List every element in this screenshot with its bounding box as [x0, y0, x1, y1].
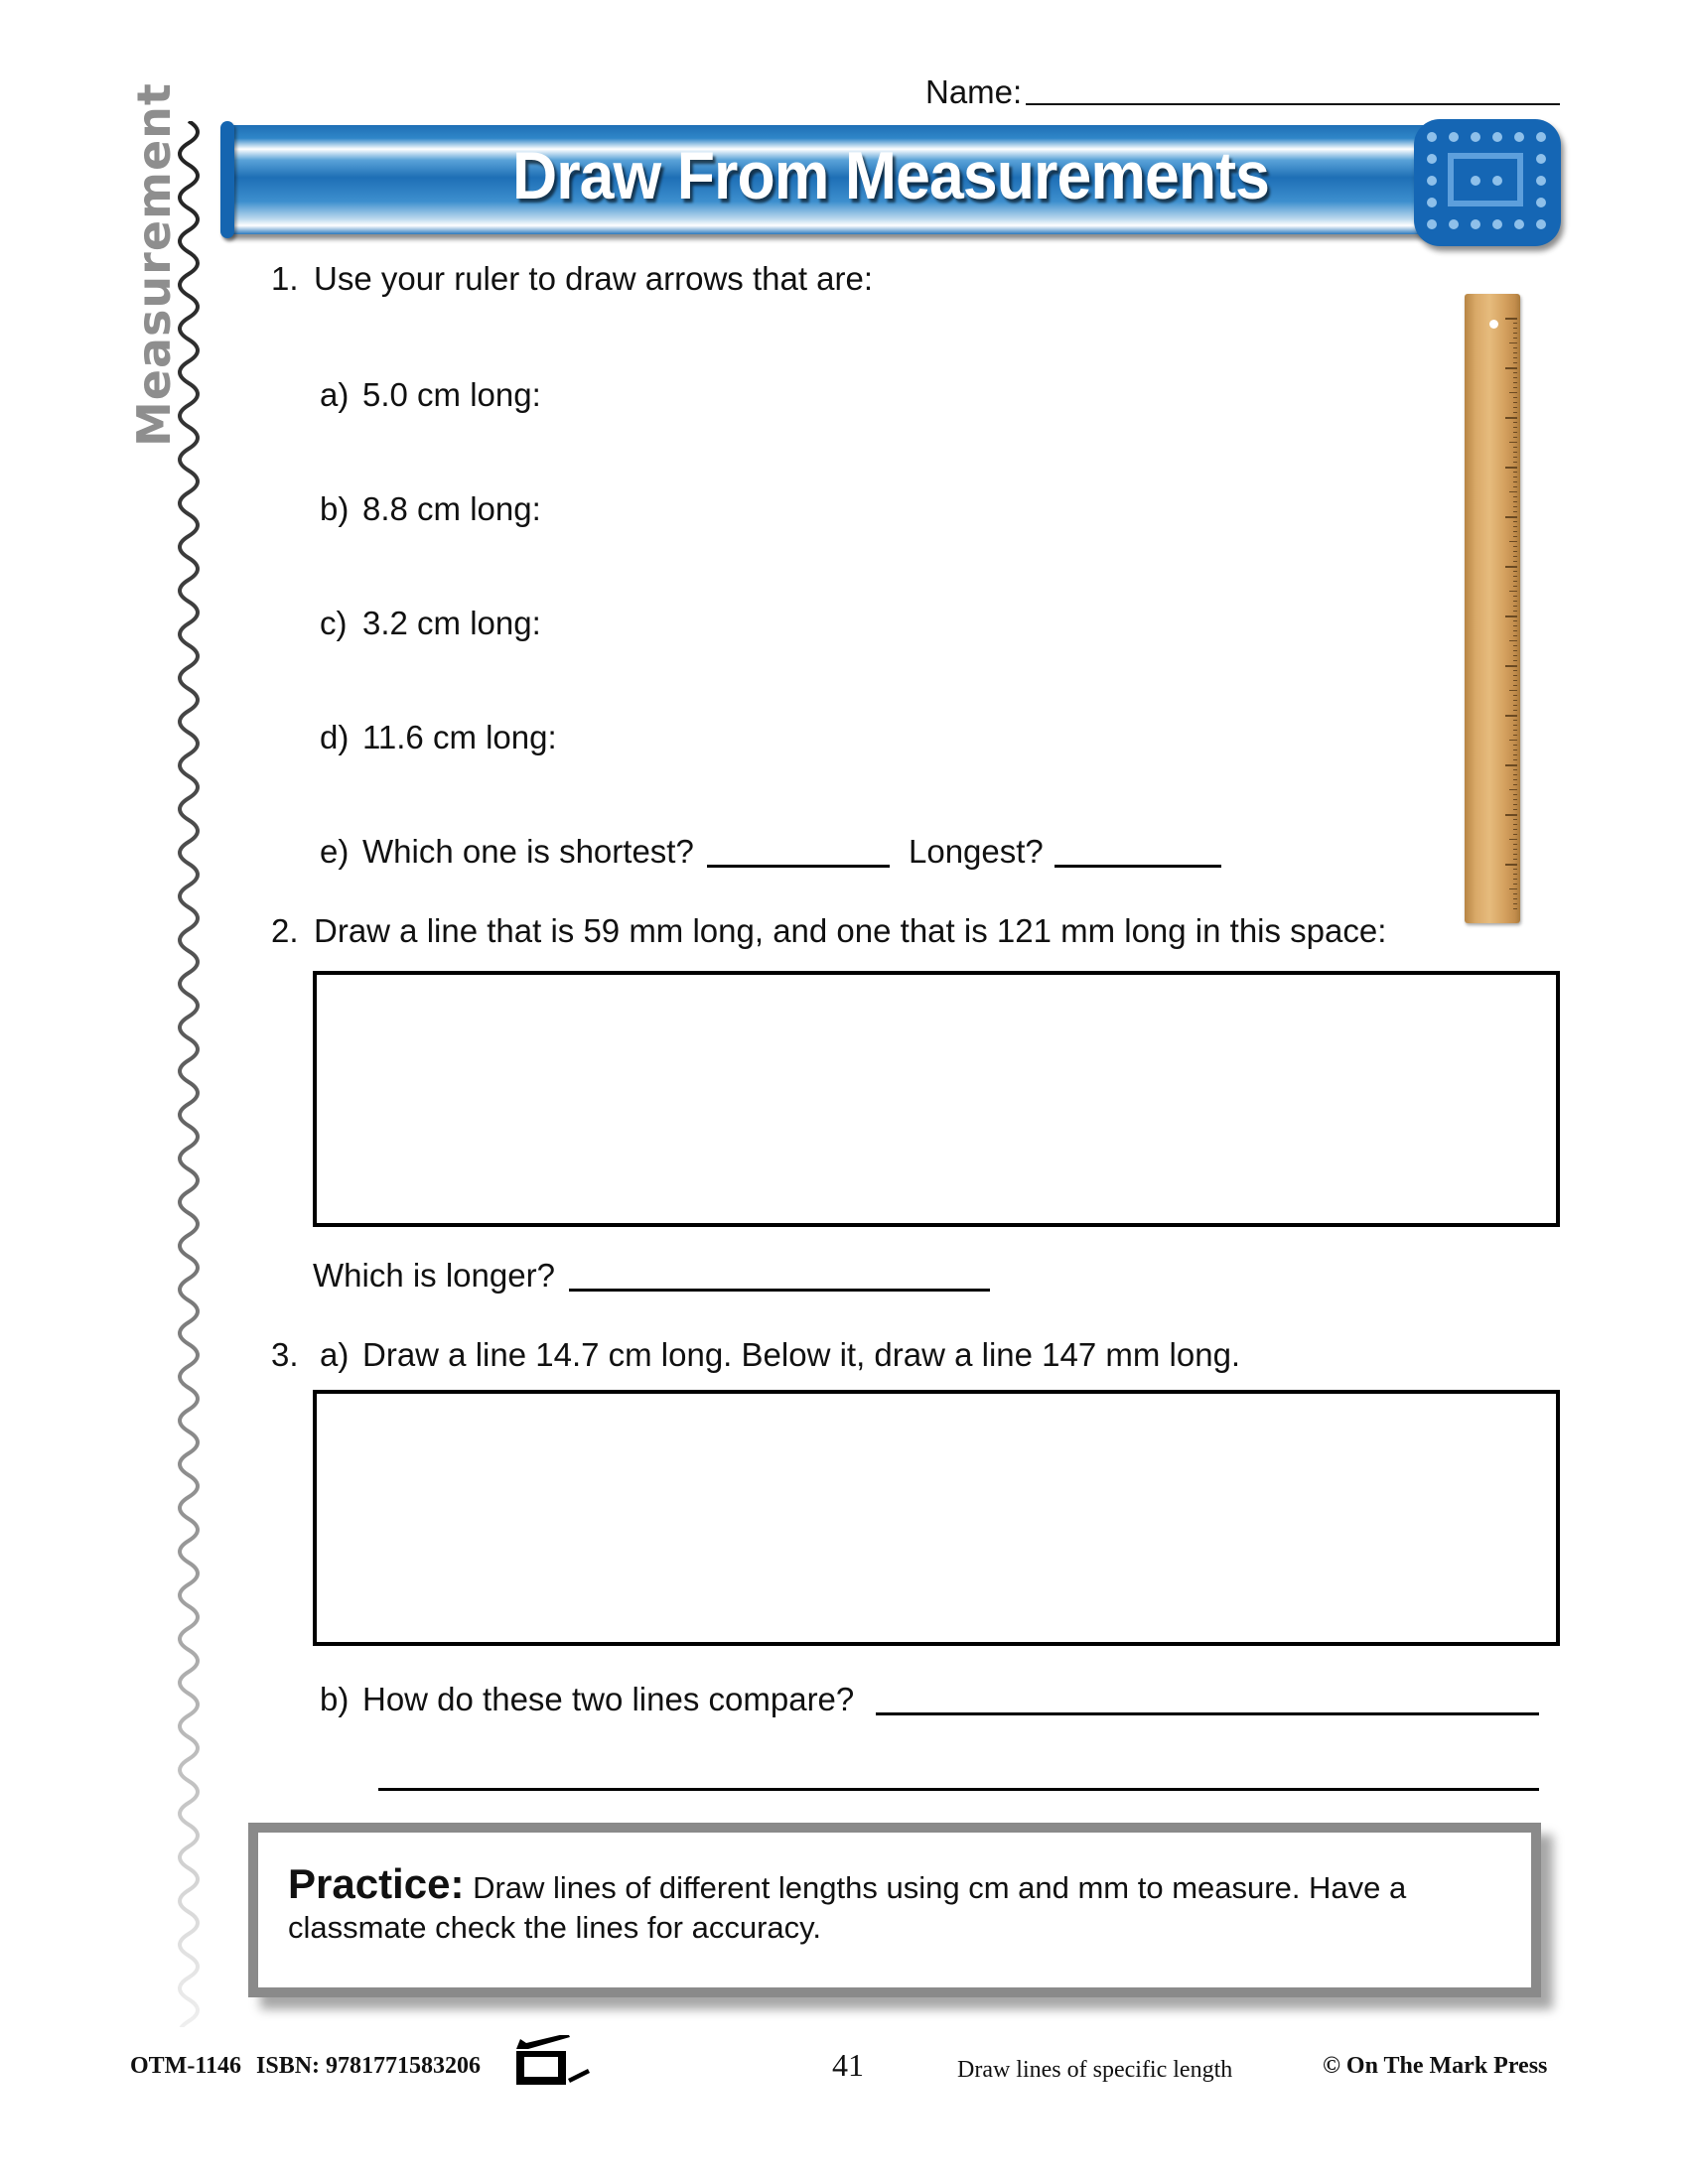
q1-number: 1.: [271, 260, 299, 297]
q1-prompt: Use your ruler to draw arrows that are:: [314, 260, 874, 297]
ruler-image: [1465, 294, 1520, 923]
q3b-letter: b): [320, 1681, 350, 1717]
name-label: Name:: [925, 73, 1023, 110]
compare-answer-line-2[interactable]: [378, 1788, 1539, 1791]
page-title: Draw From Measurements: [511, 138, 1269, 213]
q2-drawing-area[interactable]: [313, 971, 1560, 1227]
q3-drawing-area[interactable]: [313, 1390, 1560, 1646]
q3a-letter: a): [320, 1336, 350, 1373]
q1a-letter: a): [320, 376, 350, 413]
q1a-text: 5.0 cm long:: [362, 376, 541, 413]
footer-topic: Draw lines of specific length: [957, 2057, 1233, 2083]
footer-copyright: © On The Mark Press: [1323, 2053, 1548, 2079]
bandage-badge-icon: [1414, 119, 1561, 246]
q1b-letter: b): [320, 490, 350, 527]
practice-text-block: [288, 1860, 1519, 1948]
page-number: 41: [832, 2047, 864, 2083]
ruler-hole: [1489, 320, 1498, 329]
name-input-line[interactable]: [1026, 103, 1560, 105]
footer-code: OTM-1146: [130, 2053, 241, 2079]
longest-answer-line[interactable]: [1055, 865, 1221, 868]
q3-number: 3.: [271, 1336, 299, 1373]
q3a-text: Draw a line 14.7 cm long. Below it, draw a line 147 mm long.: [362, 1336, 1241, 1373]
q1d-text: 11.6 cm long:: [362, 719, 557, 755]
compare-answer-line-1[interactable]: [876, 1712, 1539, 1715]
q2-prompt: Draw a line that is 59 mm long, and one that is 121 mm long in this space:: [314, 912, 1387, 949]
q1e-letter: e): [320, 833, 350, 870]
banner-end-cap: [220, 121, 234, 238]
q3b-text: How do these two lines compare?: [362, 1681, 855, 1717]
q1d-letter: d): [320, 719, 350, 755]
shortest-answer-line[interactable]: [707, 865, 890, 868]
side-tab-label: Measurement: [127, 82, 181, 447]
q1c-letter: c): [320, 605, 348, 641]
q2-followup-label: Which is longer?: [313, 1257, 555, 1294]
q1e-shortest-label: Which one is shortest?: [362, 833, 694, 870]
practice-body: Draw lines of different lengths using cm and mm to measure. Have a classmate check the lines for accuracy.: [288, 1870, 1407, 1945]
q2-number: 2.: [271, 912, 299, 949]
longer-answer-line[interactable]: [569, 1289, 990, 1292]
q1e-longest-label: Longest?: [909, 833, 1044, 870]
q1c-text: 3.2 cm long:: [362, 605, 541, 641]
wavy-divider: [169, 121, 209, 2027]
photocopier-icon: [514, 2035, 612, 2087]
practice-heading: Practice:: [288, 1860, 465, 1907]
footer-isbn: ISBN: 9781771583206: [256, 2053, 482, 2079]
q1b-text: 8.8 cm long:: [362, 490, 541, 527]
